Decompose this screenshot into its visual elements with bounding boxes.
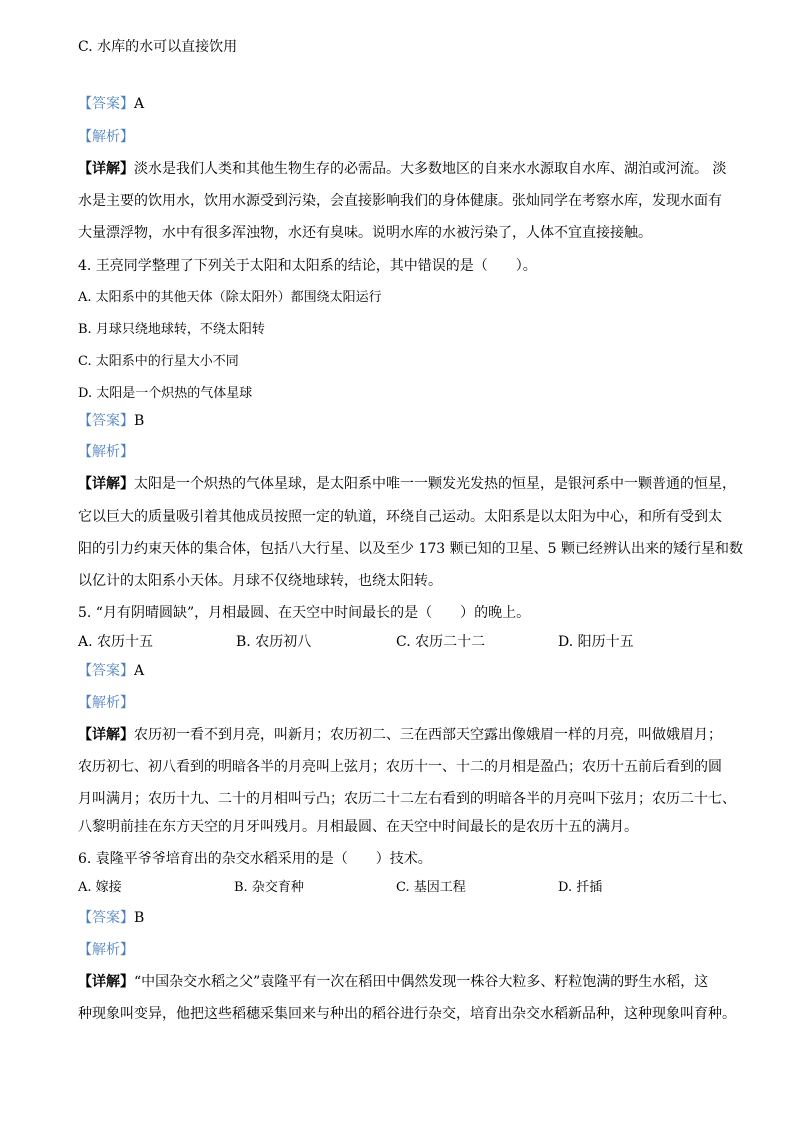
q5-option-c: C. 农历二十二: [396, 634, 486, 650]
q4-option-c: C. 太阳系中的行星大小不同: [78, 354, 239, 369]
q4-option-b: B. 月球只绕地球转，不绕太阳转: [78, 322, 265, 337]
q6-analysis-label: 【解析】: [78, 942, 134, 958]
q4-detail-line: 阳的引力约束天体的集合体，包括八大行星、以及至少 173 颗已知的卫星、5 颗已经辨认出来的矮行星和数: [78, 541, 743, 557]
q5-detail-line: 【详解】农历初一看不到月亮，叫新月；农历初二、三在西部天空露出像娥眉一样的月亮，叫做娥眉月；: [78, 727, 722, 743]
q4-question: 4. 王亮同学整理了下列关于太阳和太阳系的结论，其中错误的是（ ）。: [78, 258, 537, 274]
q5-analysis-label: 【解析】: [78, 695, 134, 711]
q4-detail-line: 以亿计的太阳系小天体。月球不仅绕地球转，也绕太阳转。: [78, 573, 442, 589]
q5-detail-line: 月叫满月；农历十九、二十的月相叫亏凸；农历二十二左右看到的明暗各半的月亮叫下弦月；农历二十七、: [78, 791, 736, 807]
q6-option-d: D. 扦插: [558, 880, 603, 895]
q6-answer: 【答案】B: [78, 910, 145, 926]
q4-detail-line: 【详解】太阳是一个炽热的气体星球，是太阳系中唯一一颗发光发热的恒星，是银河系中一颗普通的恒星，: [78, 476, 736, 492]
q6-question: 6. 袁隆平爷爷培育出的杂交水稻采用的是（ ）技术。: [78, 851, 432, 867]
q5-option-d: D. 阳历十五: [558, 634, 634, 650]
q6-option-a: A. 嫁接: [78, 880, 122, 895]
q5-option-b: B. 农历初八: [236, 634, 312, 650]
q3-answer: [78, 95, 144, 113]
q6-detail-line: 【详解】“中国杂交水稻之父”袁隆平有一次在稻田中偶然发现一株谷大粒多、籽粒饱满的野生水稻，这: [78, 974, 709, 990]
q4-answer: 【答案】B: [78, 413, 145, 429]
q6-option-b: B. 杂交育种: [234, 880, 304, 895]
detail-label: 【详解】: [78, 161, 134, 177]
q3-detail-line: 水是主要的饮用水，饮用水源受到污染，会直接影响我们的身体健康。张灿同学在考察水库，发现水面有: [78, 193, 722, 209]
answer-value: A: [134, 96, 145, 112]
q6-detail-line: 种现象叫变异，他把这些稻穗采集回来与种出的稻谷进行杂交，培育出杂交水稻新品种，这种现象叫育种。: [78, 1006, 736, 1022]
q3-analysis-label: 【解析】: [78, 129, 134, 145]
q5-option-a: A. 农历十五: [78, 634, 154, 650]
q4-detail-line: 它以巨大的质量吸引着其他成员按照一定的轨道，环绕自己运动。太阳系是以太阳为中心，和所有受到太: [78, 509, 722, 525]
q6-option-c: C. 基因工程: [396, 880, 466, 895]
answer-label: 【答案】: [78, 96, 134, 112]
q3-detail-line: 大量漂浮物，水中有很多浑浊物，水还有臭味。说明水库的水被污染了，人体不宜直接接触。: [78, 225, 652, 241]
q4-analysis-label: 【解析】: [78, 444, 134, 460]
q4-option-a: A. 太阳系中的其他天体（除太阳外）都围绕太阳运行: [78, 290, 382, 305]
q5-detail-line: 八黎明前挂在东方天空的月牙叫残月。月相最圆、在天空中时间最长的是农历十五的满月。: [78, 819, 638, 835]
q5-answer: 【答案】A: [78, 663, 145, 679]
q3-detail-line: 【详解】淡水是我们人类和其他生物生存的必需品。大多数地区的自来水水源取自水库、湖泊或河流。 淡: [78, 161, 727, 177]
q5-question: 5. “月有阴晴圆缺”，月相最圆、在天空中时间最长的是（ ）的晚上。: [78, 605, 531, 621]
q5-detail-line: 农历初七、初八看到的明暗各半的月亮叫上弦月；农历十一、十二的月相是盈凸；农历十五前后看到的圆: [78, 759, 722, 775]
q3-option-c: C. 水库的水可以直接饮用: [78, 39, 238, 55]
q4-option-d: D. 太阳是一个炽热的气体星球: [78, 386, 253, 401]
